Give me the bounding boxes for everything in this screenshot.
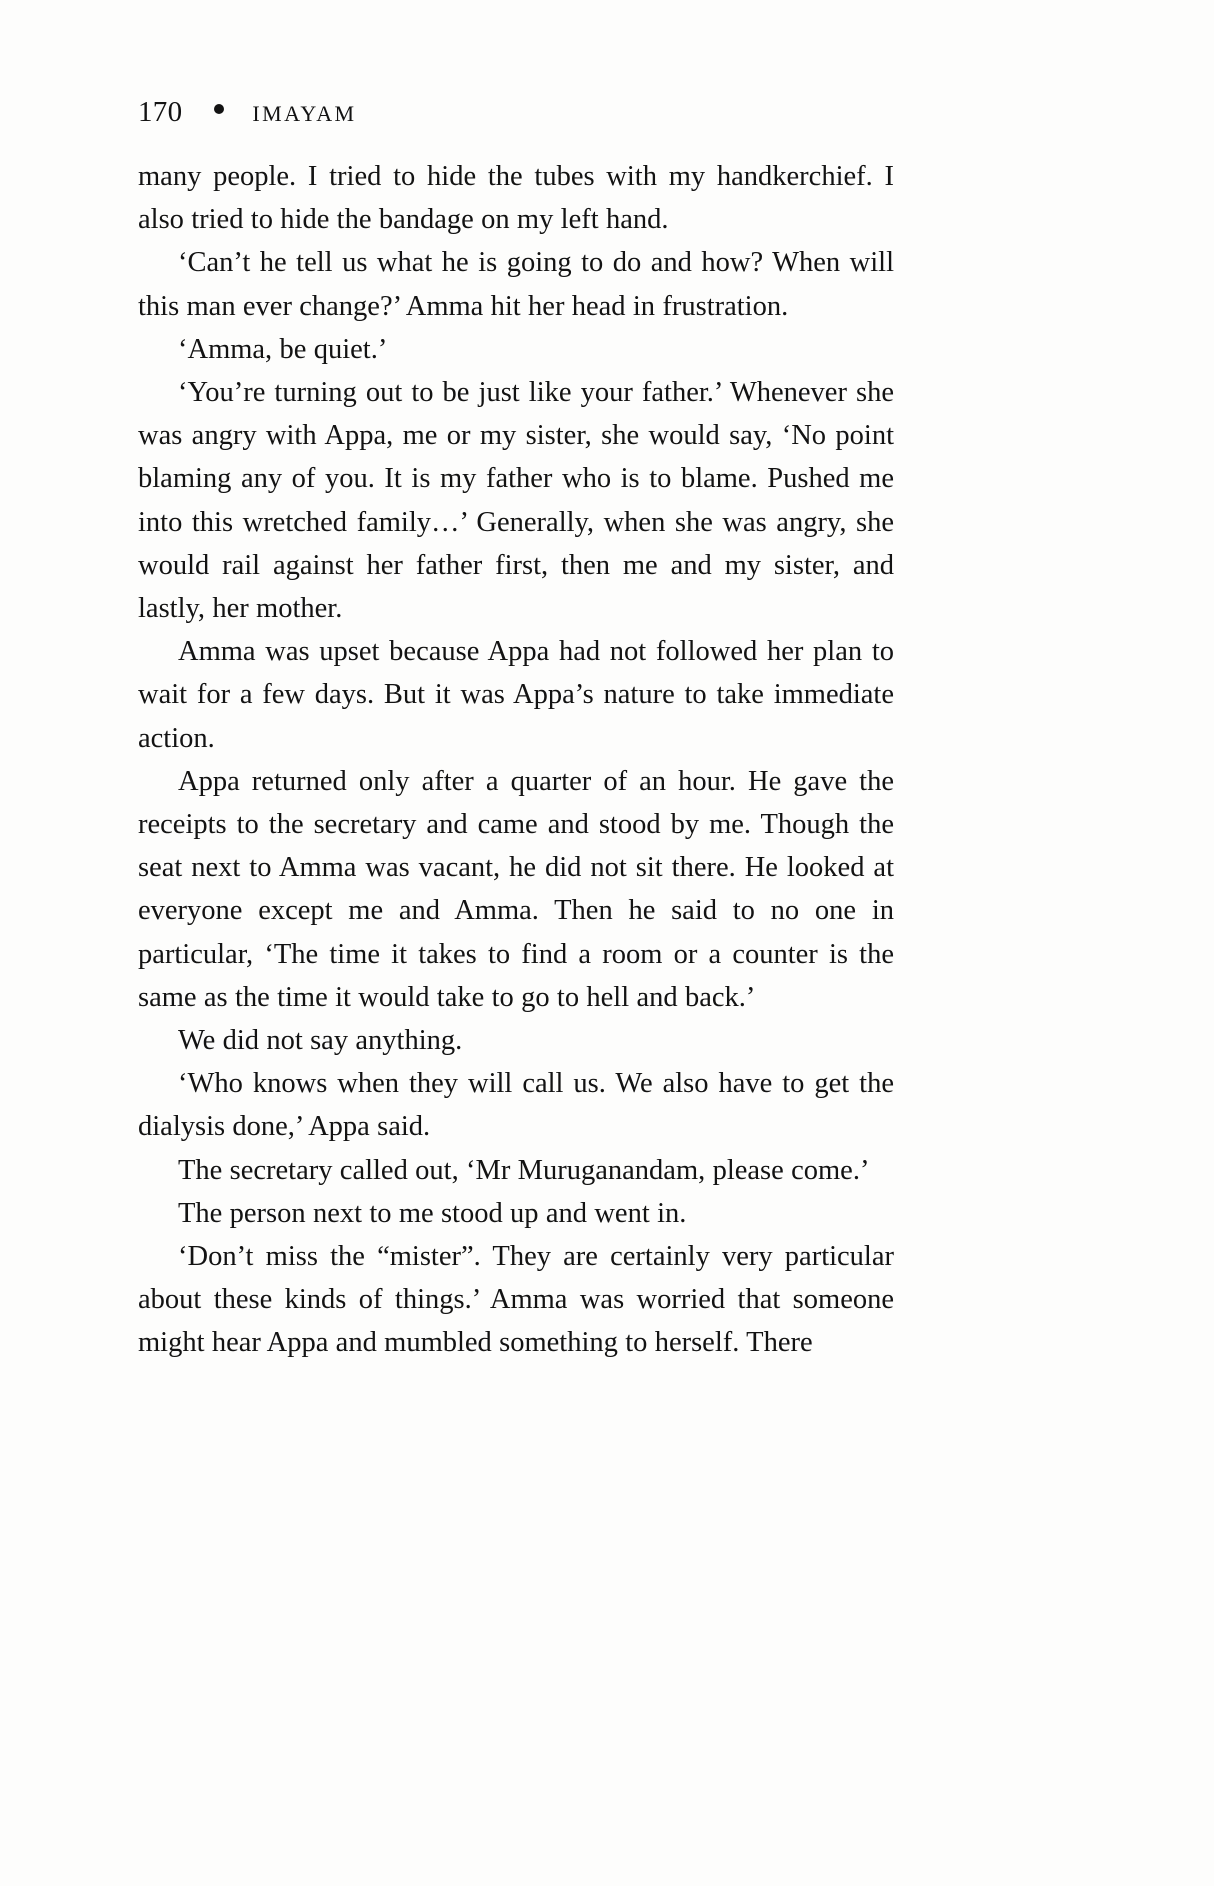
- paragraph: Appa returned only after a quarter of an hour. He gave the receipts to the secretary and came and stood by me. Though the seat next to Amma was vacant, he did not sit there. He looked at everyone except me and Amma. Then he said to no one in particular, ‘The time it takes to find a room or a counter is the same as the time it would take to go to hell and back.’: [138, 765, 894, 1013]
- bullet-dot-icon: [214, 104, 224, 114]
- running-head: [138, 96, 356, 129]
- paragraph: ‘Don’t miss the “mister”. They are certainly very particular about these kinds of things.’ Amma was worried that someone might hear Appa and mumbled something to herself. There: [138, 1241, 894, 1359]
- paragraph: many people. I tried to hide the tubes with my handkerchief. I also tried to hide the bandage on my left hand.: [138, 161, 894, 236]
- body-text-block: [138, 155, 894, 1365]
- page-number: 170: [138, 96, 183, 128]
- paragraph: ‘Amma, be quiet.’: [178, 333, 388, 365]
- paragraph: We did not say anything.: [178, 1025, 463, 1057]
- paragraph: The secretary called out, ‘Mr Muruganandam, please come.’: [178, 1154, 870, 1186]
- paragraph: ‘Can’t he tell us what he is going to do and how? When will this man ever change?’ Amma hit her head in frustration.: [138, 247, 894, 322]
- paragraph: Amma was upset because Appa had not followed her plan to wait for a few days. But it was Appa’s nature to take immediate action.: [138, 636, 894, 754]
- paragraph: ‘Who knows when they will call us. We also have to get the dialysis done,’ Appa said.: [138, 1068, 894, 1143]
- paragraph: ‘You’re turning out to be just like your father.’ Whenever she was angry with Appa, me or my sister, she would say, ‘No point blaming any of you. It is my father who is to blame. Pushed me into this wretched family…’ Generally, when she was angry, she would rail against her father first, then me and my sister, and lastly, her mother.: [138, 377, 894, 625]
- running-head-title: IMAYAM: [252, 101, 357, 126]
- paragraph: The person next to me stood up and went in.: [178, 1197, 687, 1229]
